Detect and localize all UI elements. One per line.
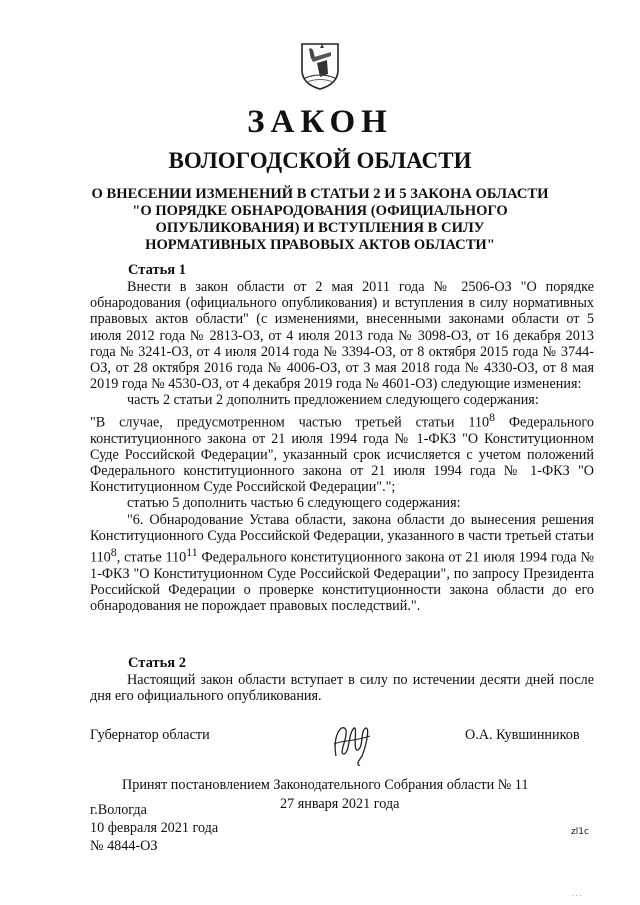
law-number: № 4844-ОЗ [90, 838, 158, 854]
subject-line: "О ПОРЯДКЕ ОБНАРОДОВАНИЯ (ОФИЦИАЛЬНОГО [132, 203, 508, 219]
law-subject [0, 186, 640, 254]
superscript: 8 [110, 544, 117, 559]
article-1-paragraph: часть 2 статьи 2 дополнить предложением следующего содержания: [127, 392, 539, 409]
article-1-paragraph: статью 5 дополнить частью 6 следующего содержания: [127, 495, 461, 512]
subject-line: ОПУБЛИКОВАНИЯ) И ВСТУПЛЕНИЯ В СИЛУ [155, 220, 485, 236]
adoption-line: Принят постановлением Законодательного Собрания области № 11 [122, 777, 529, 793]
sign-date: 10 февраля 2021 года [90, 820, 219, 836]
superscript: 8 [489, 409, 495, 424]
region-title: ВОЛОГОДСКОЙ ОБЛАСТИ [168, 148, 472, 173]
handwritten-signature-icon [330, 716, 375, 766]
superscript: 11 [186, 544, 198, 559]
text-fragment: Федерального конституционного закона от 21 июля 1994 года № 1-ФКЗ "О Конституционном Суде Российской Федерации", указанный срок исчисляется с учетом положений Федерального конституционного закона от 21 июля 1994 года № 1-ФКЗ "О Конституционном Суде Российской Федерации"."; [90, 414, 594, 496]
subject-line: О ВНЕСЕНИИ ИЗМЕНЕНИЙ В СТАТЬИ 2 И 5 ЗАКОНА ОБЛАСТИ [91, 186, 549, 202]
article-2-body [90, 672, 594, 704]
page-mark: · · · [572, 893, 582, 900]
subject-line: НОРМАТИВНЫХ ПРАВОВЫХ АКТОВ ОБЛАСТИ" [145, 237, 495, 253]
adoption-date: 27 января 2021 года [280, 796, 400, 812]
law-title: ЗАКОН [247, 104, 393, 140]
text-fragment: , статье 110 [116, 549, 187, 566]
article-2-heading: Статья 2 [128, 655, 186, 671]
signatory-position: Губернатор области [90, 727, 210, 743]
signatory-name: О.А. Кувшинников [465, 727, 580, 743]
vologda-coat-of-arms-icon [300, 42, 340, 90]
article-1-heading: Статья 1 [128, 262, 186, 278]
article-1-paragraph [90, 512, 594, 615]
article-1-paragraph [90, 409, 594, 496]
text-fragment: Федерального конституционного закона от 21 июля 1994 года № 1-ФКЗ "О Конституционном Суде Российской Федерации", по запросу Президента Российской Федерации о проверке конституционности закона области до его обнародования не порождает правовых последствий.". [90, 549, 594, 615]
document-code: zl1c [571, 827, 589, 837]
article-1-paragraph: Внести в закон области от 2 мая 2011 года № 2506-ОЗ "О порядке обнародования (официального опубликования) и вступления в силу нормативных правовых актов области" (с изменениями, внесенными законами области от 5 июля 2012 года № 2813-ОЗ, от 4 июля 2013 года № 3098-ОЗ, от 16 декабря 2013 года № 3241-ОЗ, от 4 июля 2014 года № 3394-ОЗ, от 8 октября 2015 года № 3744-ОЗ, от 28 октября 2016 года № 4006-ОЗ, от 3 мая 2018 года № 4330-ОЗ, от 8 мая 2019 года № 4530-ОЗ, от 4 декабря 2019 года № 4601-ОЗ) следующие изменения: [90, 279, 594, 393]
text-fragment: "В случае, предусмотренном частью третьей статьи 110 [90, 414, 490, 431]
city: г.Вологда [90, 802, 147, 818]
article-1-body [90, 279, 594, 615]
text-fragment: "6. Обнародование Устава области, закона области до вынесения решения Конституционного Суда Российской Федерации, указанного в части третьей статьи 110 [90, 511, 594, 566]
article-2-paragraph: Настоящий закон области вступает в силу по истечении десяти дней после дня его официального опубликования. [90, 672, 594, 705]
